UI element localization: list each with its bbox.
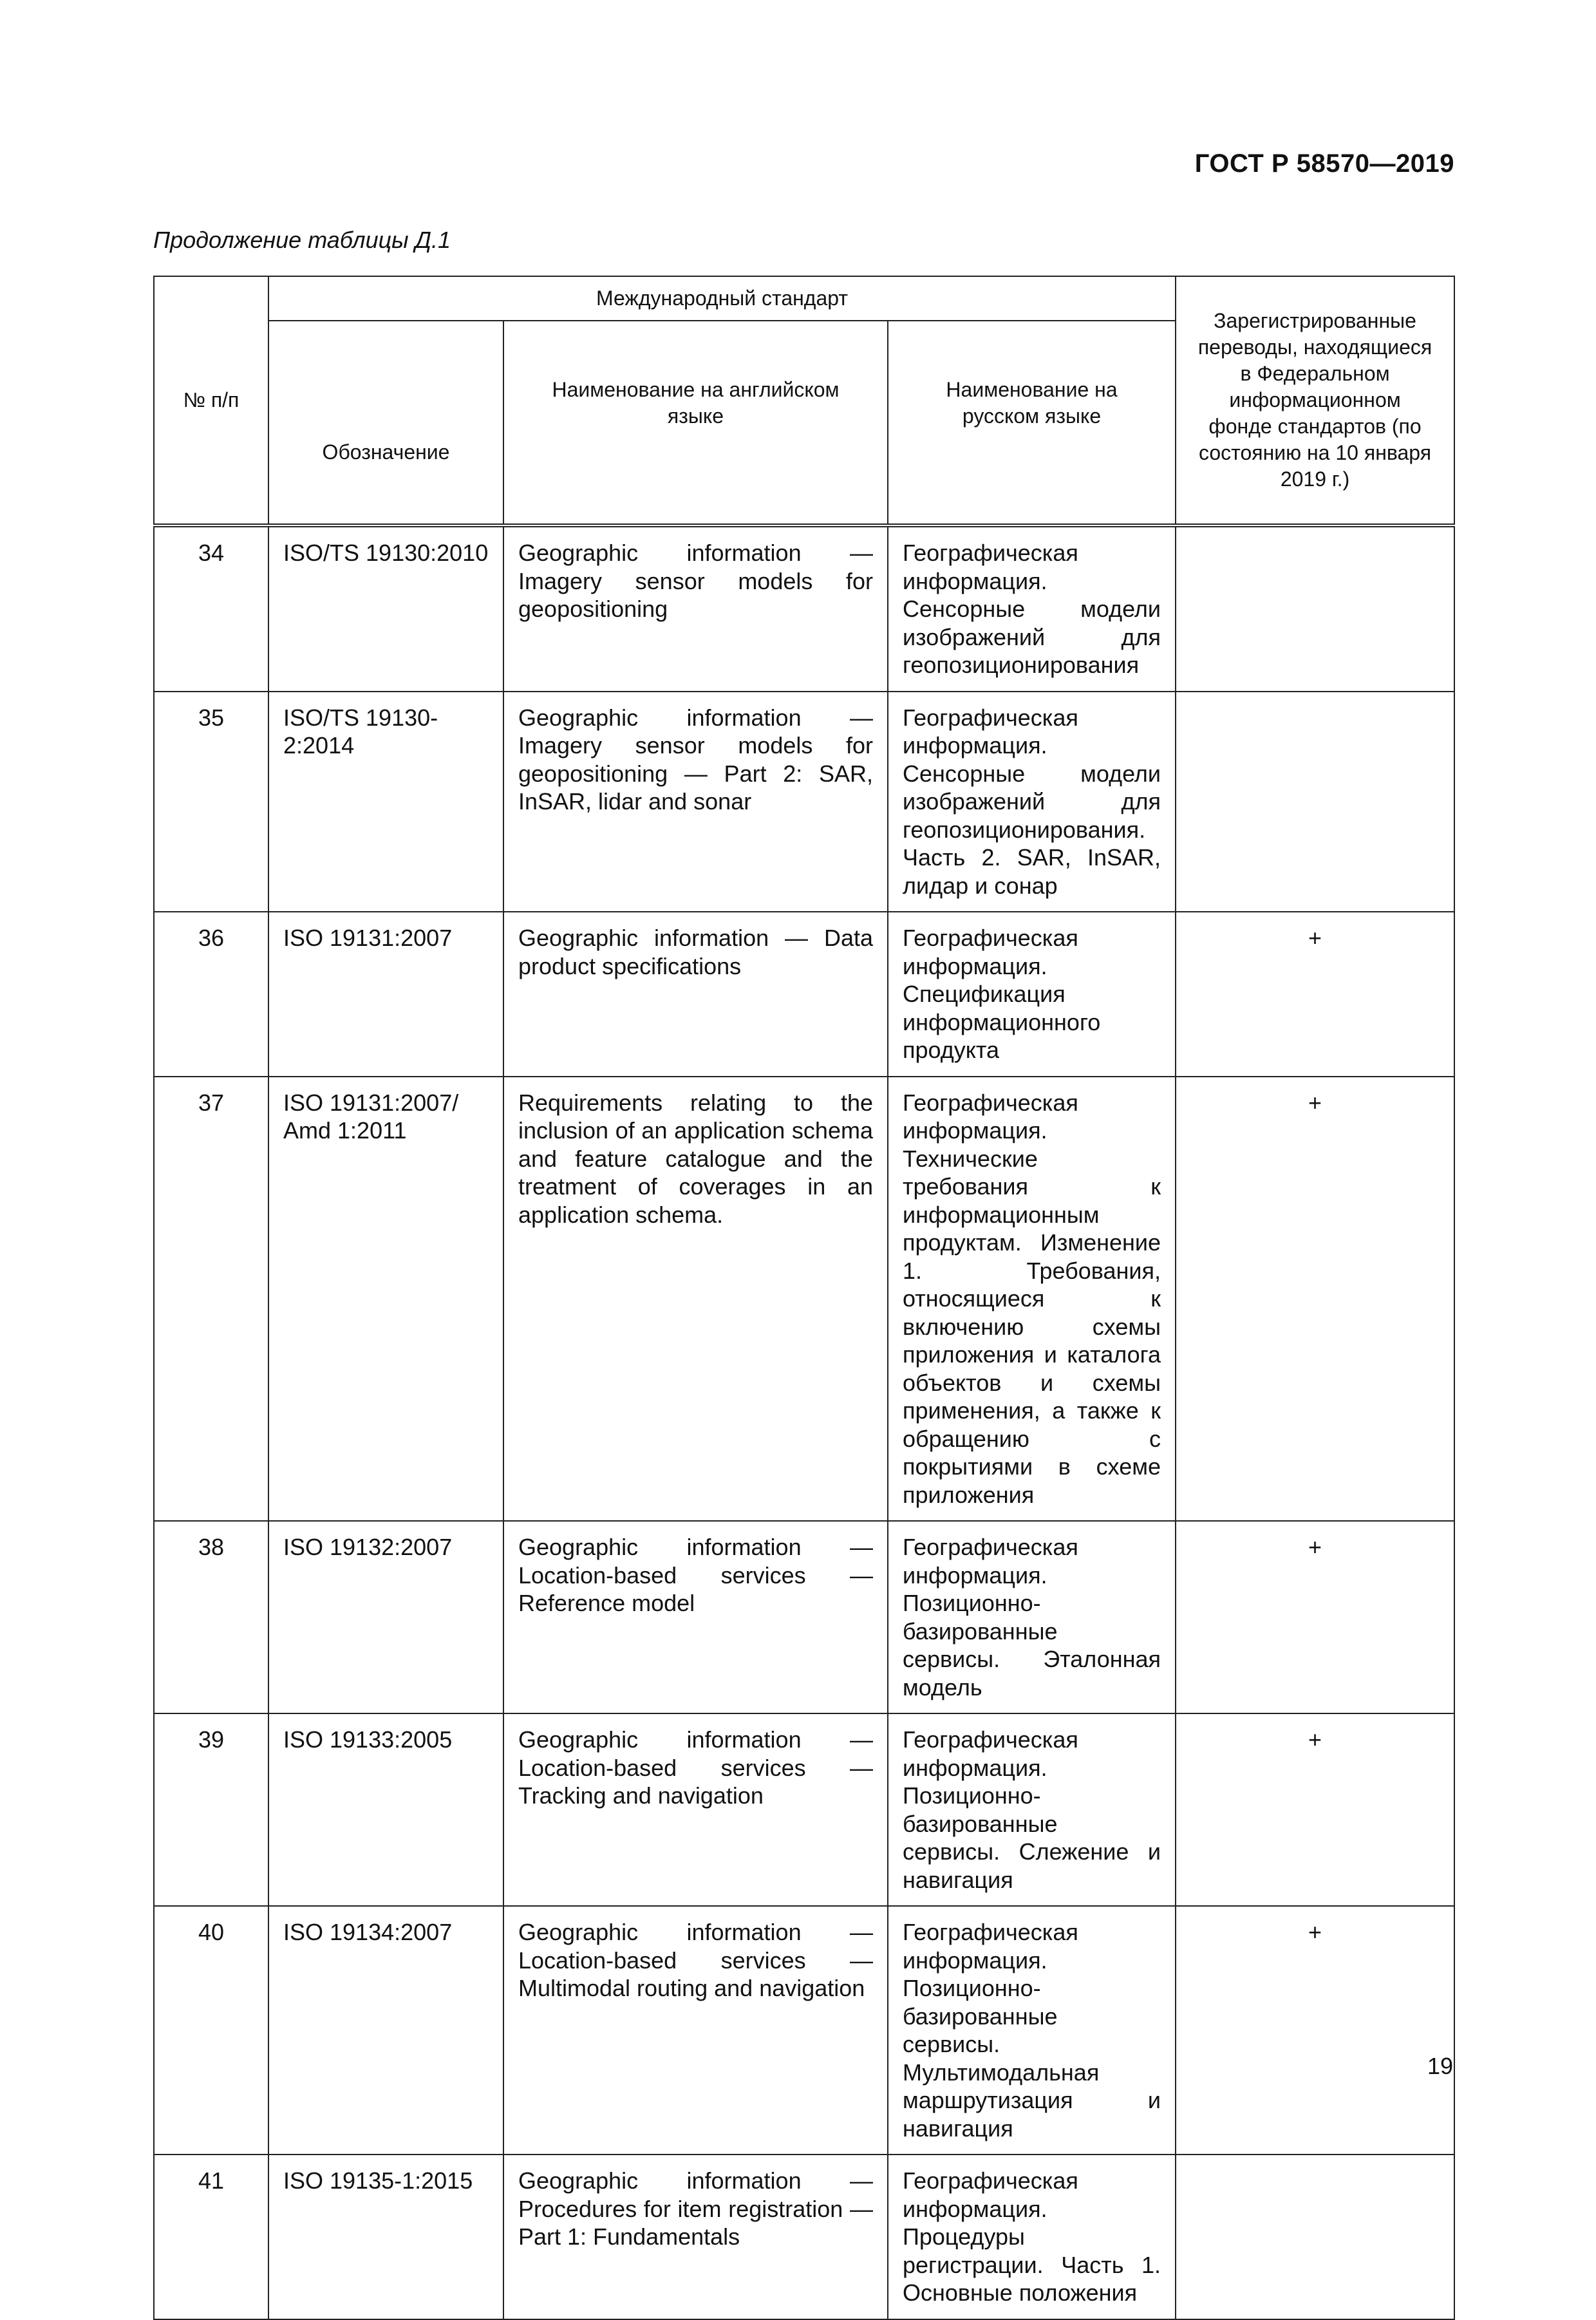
row-designation: ISO/TS 19130:2010 bbox=[268, 525, 503, 692]
header-name-russian: Наименование на русском языке bbox=[888, 321, 1176, 525]
table-row bbox=[154, 1521, 1454, 1713]
row-number: 37 bbox=[154, 1077, 268, 1522]
header-registered-translations: Зарегистрированные переводы, находящиеся в Федеральном информационном фонде стандартов (по состоянию на 10 января 2019 г.) bbox=[1176, 276, 1454, 525]
row-number: 39 bbox=[154, 1713, 268, 1906]
row-designation: ISO 19133:2005 bbox=[268, 1713, 503, 1906]
row-name-english: Requirements relating to the inclusion of an application schema and feature catalogue and the treatment of coverages in an application schema. bbox=[503, 1077, 888, 1522]
row-number: 41 bbox=[154, 2155, 268, 2319]
row-name-english: Geographic information — Data product specifications bbox=[503, 912, 888, 1077]
page-number: 19 bbox=[1427, 2053, 1453, 2079]
table-row bbox=[154, 1077, 1454, 1522]
row-name-english: Geographic information — Imagery sensor models for geopositioning bbox=[503, 525, 888, 692]
row-name-english: Geographic information — Location-based services — Tracking and navigation bbox=[503, 1713, 888, 1906]
table-row bbox=[154, 2155, 1454, 2319]
row-number: 40 bbox=[154, 1906, 268, 2155]
row-designation: ISO 19131:2007 bbox=[268, 912, 503, 1077]
row-name-russian: Географическая информация. Сенсорные модели изображений для геопозиционирования. Часть 2. SAR, InSAR, лидар и сонар bbox=[888, 692, 1176, 912]
table-row bbox=[154, 525, 1454, 692]
row-number: 34 bbox=[154, 525, 268, 692]
row-designation: ISO 19132:2007 bbox=[268, 1521, 503, 1713]
row-registered-mark: + bbox=[1176, 912, 1454, 1077]
row-registered-mark bbox=[1176, 2155, 1454, 2319]
row-designation: ISO 19131:2007/ Amd 1:2011 bbox=[268, 1077, 503, 1522]
row-registered-mark bbox=[1176, 692, 1454, 912]
standards-table bbox=[153, 276, 1455, 2320]
row-name-english: Geographic information — Location-based services — Reference model bbox=[503, 1521, 888, 1713]
table-caption: Продолжение таблицы Д.1 bbox=[153, 227, 451, 253]
header-number: № п/п bbox=[154, 276, 268, 525]
row-name-english: Geographic information — Imagery sensor models for geopositioning — Part 2: SAR, InSAR, lidar and sonar bbox=[503, 692, 888, 912]
table-row bbox=[154, 692, 1454, 912]
table-row bbox=[154, 1906, 1454, 2155]
row-name-russian: Географическая информация. Позиционно-базированные сервисы. Мультимодальная маршрутизация и навигация bbox=[888, 1906, 1176, 2155]
row-name-english: Geographic information — Location-based services — Multimodal routing and navigation bbox=[503, 1906, 888, 2155]
table-row bbox=[154, 1713, 1454, 1906]
header-designation: Обозначение bbox=[268, 321, 503, 525]
row-name-russian: Географическая информация. Спецификация информационного продукта bbox=[888, 912, 1176, 1077]
row-name-russian: Географическая информация. Позиционно-базированные сервисы. Эталонная модель bbox=[888, 1521, 1176, 1713]
document-code: ГОСТ Р 58570—2019 bbox=[1194, 149, 1454, 178]
row-number: 35 bbox=[154, 692, 268, 912]
row-registered-mark: + bbox=[1176, 1906, 1454, 2155]
row-registered-mark: + bbox=[1176, 1521, 1454, 1713]
row-name-english: Geographic information — Procedures for item registration — Part 1: Fundamentals bbox=[503, 2155, 888, 2319]
row-number: 38 bbox=[154, 1521, 268, 1713]
row-name-russian: Географическая информация. Позиционно-базированные сервисы. Слежение и навигация bbox=[888, 1713, 1176, 1906]
table-row bbox=[154, 912, 1454, 1077]
row-designation: ISO/TS 19130-2:2014 bbox=[268, 692, 503, 912]
row-designation: ISO 19135-1:2015 bbox=[268, 2155, 503, 2319]
row-name-russian: Географическая информация. Технические требования к информационным продуктам. Изменение 1. Требования, относящиеся к включению схемы приложения и каталога объектов и схемы применения, а также к обращению с покрытиями в схеме приложения bbox=[888, 1077, 1176, 1522]
row-designation: ISO 19134:2007 bbox=[268, 1906, 503, 2155]
header-international-standard: Международный стандарт bbox=[268, 276, 1176, 321]
row-registered-mark bbox=[1176, 525, 1454, 692]
row-number: 36 bbox=[154, 912, 268, 1077]
header-name-english: Наименование на английском языке bbox=[503, 321, 888, 525]
row-name-russian: Географическая информация. Процедуры регистрации. Часть 1. Основные положения bbox=[888, 2155, 1176, 2319]
row-registered-mark: + bbox=[1176, 1077, 1454, 1522]
row-registered-mark: + bbox=[1176, 1713, 1454, 1906]
row-name-russian: Географическая информация. Сенсорные модели изображений для геопозиционирования bbox=[888, 525, 1176, 692]
